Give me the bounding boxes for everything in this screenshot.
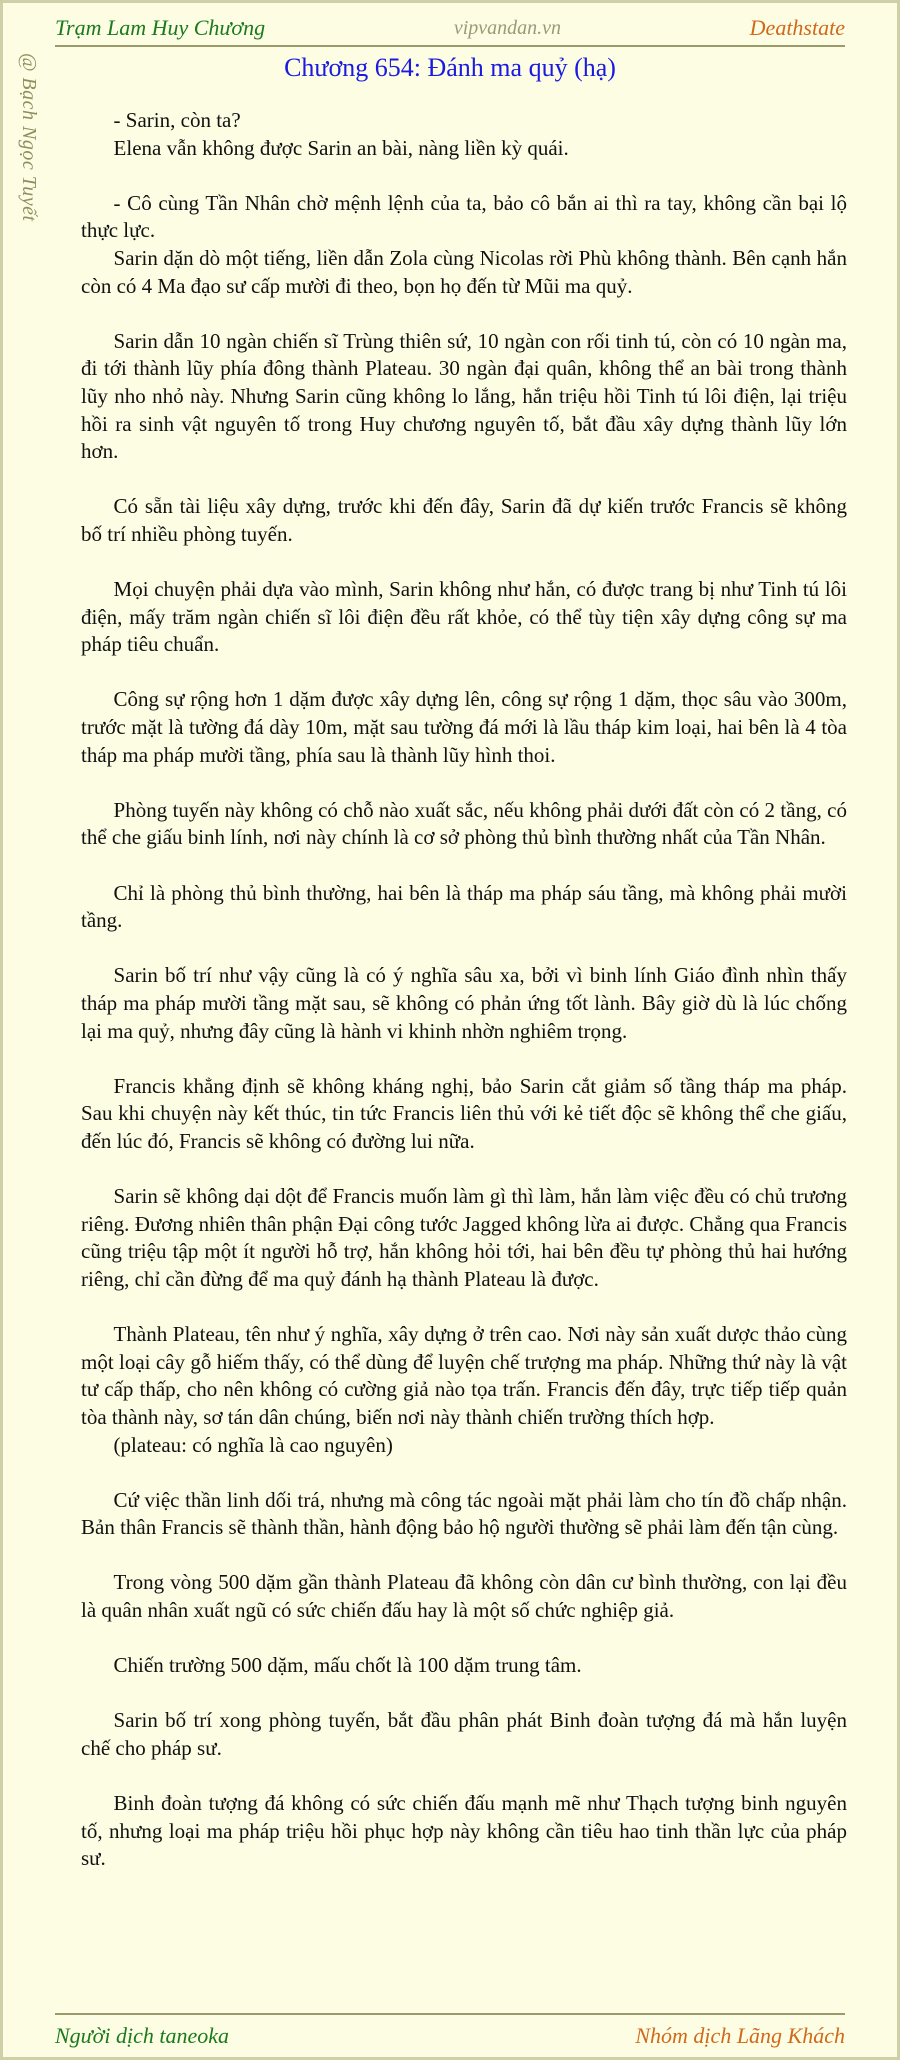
footer-group: Nhóm dịch Lãng Khách [635, 2023, 845, 2048]
paragraph [81, 1569, 847, 1624]
paragraph-text: Chỉ là phòng thủ bình thường, hai bên là tháp ma pháp sáu tầng, mà không phải mười tầng. [81, 880, 847, 933]
paragraph [81, 962, 847, 1045]
page-footer [55, 2013, 845, 2049]
paragraph-text: Mọi chuyện phải dựa vào mình, Sarin không như hắn, có được trang bị như Tinh tú lôi điện, mấy trăm ngàn chiến sĩ lôi điện đều rất khỏe, có thể tùy tiện xây dựng công sự ma pháp tiêu chuẩn. [81, 577, 847, 657]
paragraph-line: Sarin dặn dò một tiếng, liền dẫn Zola cùng Nicolas rời Phù không thành. Bên cạnh hắn còn có 4 Ma đạo sư cấp mười đi theo, bọn họ đến từ Mũi ma quỷ. [81, 245, 847, 298]
paragraph [81, 328, 847, 466]
paragraph [81, 493, 847, 548]
paragraph-text: Chiến trường 500 dặm, mấu chốt là 100 dặm trung tâm. [113, 1653, 582, 1678]
page-header [55, 11, 845, 47]
paragraph-text: Sarin sẽ không dại dột để Francis muốn làm gì thì làm, hắn làm việc đều có chủ trương riêng. Đương nhiên thân phận Đại công tước Jagged không lừa ai được. Chẳng qua Francis cũng triệu tập một ít người hỗ trợ, hắn không hỏi tới, hai bên đều tự phòng thủ hai hướng riêng, chỉ cần đừng để ma quỷ đánh hạ thành Plateau là được. [81, 1184, 847, 1291]
paragraph-text: Có sẵn tài liệu xây dựng, trước khi đến đây, Sarin đã dự kiến trước Francis sẽ không bố trí nhiều phòng tuyến. [81, 494, 847, 546]
paragraph-note: (plateau: có nghĩa là cao nguyên) [113, 1432, 393, 1457]
footer-translator: Người dịch taneoka [55, 2023, 230, 2048]
paragraph-line: - Sarin, còn ta? [113, 108, 241, 132]
paragraph-text: Thành Plateau, tên như ý nghĩa, xây dựng ở trên cao. Nơi này sản xuất dược thảo cùng một loại cây gỗ hiếm thấy, có thể dùng để luyện chế trượng ma pháp. Những thứ này là vật tư cấp thấp, cho nên không có cường giả nào tọa trấn. Francis đến đây, trực tiếp tiếp quản tòa thành này, sơ tán dân chúng, biến nơi này thành chiến trường thích hợp. [81, 1322, 847, 1429]
paragraph-text: Trong vòng 500 dặm gần thành Plateau đã không còn dân cư bình thường, con lại đều là quân nhân xuất ngũ có sức chiến đấu hay là một số chức nghiệp giả. [81, 1570, 847, 1623]
sidebar-watermark: @ Bạch Ngọc Tuyết [18, 53, 40, 222]
header-url: vipvandan.vn [453, 16, 562, 39]
paragraph-text: Công sự rộng hơn 1 dặm được xây dựng lên, công sự rộng 1 dặm, thọc sâu vào 300m, trước mặt là tường đá dày 10m, mặt sau tường đá mới là lầu tháp kim loại, hai bên là 4 tòa tháp ma pháp mười tầng, phía sau là thành lũy hình thoi. [81, 687, 847, 767]
paragraph-line: - Cô cùng Tần Nhân chờ mệnh lệnh của ta, bảo cô bắn ai thì ra tay, không cần bại lộ thực lực. [81, 190, 847, 243]
paragraph-text: Cứ việc thần linh dối trá, nhưng mà công tác ngoài mặt phải làm cho tín đồ chấp nhận. Bản thân Francis sẽ thành thần, hành động bảo hộ người thường sẽ phải làm đến tận cùng. [81, 1487, 847, 1540]
paragraph-text: Phòng tuyến này không có chỗ nào xuất sắc, nếu không phải dưới đất còn có 2 tầng, có thể che giấu binh lính, nơi này chính là cơ sở phòng thủ bình thường nhất của Tần Nhân. [81, 797, 847, 850]
paragraph [81, 576, 847, 659]
chapter-body [81, 107, 847, 1901]
paragraph-line: Elena vẫn không được Sarin an bài, nàng liền kỳ quái. [113, 135, 569, 160]
paragraph [81, 1321, 847, 1459]
paragraph-text: Binh đoàn tượng đá không có sức chiến đấu mạnh mẽ như Thạch tượng binh nguyên tố, nhưng loại ma pháp triệu hồi phục hợp này không cần tiêu hao tinh thần lực của pháp sư. [81, 1791, 847, 1871]
paragraph-text: Francis khẳng định sẽ không kháng nghị, bảo Sarin cắt giảm số tầng tháp ma pháp. Sau khi chuyện này kết thúc, tin tức Francis liên thủ với kẻ tiết độc sẽ không thể che giấu, đến lúc đó, Francis sẽ không có đường lui nữa. [81, 1073, 847, 1153]
paragraph [81, 1183, 847, 1293]
paragraph [81, 797, 847, 852]
paragraph [81, 880, 847, 935]
header-site-name: Trạm Lam Huy Chương [55, 15, 266, 40]
paragraph [81, 1487, 847, 1542]
paragraph-text: Sarin bố trí như vậy cũng là có ý nghĩa sâu xa, bởi vì binh lính Giáo đình nhìn thấy tháp ma pháp mười tầng mặt sau, sẽ không có phản ứng tốt lành. Bây giờ dù là lúc chống lại ma quỷ, nhưng đây cũng là hành vi khinh nhờn nghiêm trọng. [81, 963, 847, 1043]
paragraph [81, 1652, 847, 1680]
paragraph [81, 686, 847, 769]
paragraph-text: Sarin bố trí xong phòng tuyến, bắt đầu phân phát Binh đoàn tượng đá mà hắn luyện chế cho pháp sư. [81, 1708, 847, 1761]
paragraph [81, 190, 847, 300]
paragraph [81, 1073, 847, 1156]
paragraph [81, 107, 847, 162]
paragraph-text: Sarin dẫn 10 ngàn chiến sĩ Trùng thiên sứ, 10 ngàn con rối tinh tú, còn có 10 ngàn ma, đi tới thành lũy phía đông thành Plateau. 30 ngàn đại quân, không thể an bài trong thành lũy nho nhỏ này. Nhưng Sarin cũng không lo lắng, hắn triệu hồi Tinh tú lôi điện, lại triệu hồi ra sinh vật nguyên tố trong Huy chương nguyên tố, bắt đầu xây dựng thành lũy lớn hơn. [81, 328, 847, 464]
header-author: Deathstate [749, 15, 845, 40]
paragraph [81, 1790, 847, 1873]
chapter-title: Chương 654: Đánh ma quỷ (hạ) [284, 53, 616, 82]
paragraph [81, 1707, 847, 1762]
